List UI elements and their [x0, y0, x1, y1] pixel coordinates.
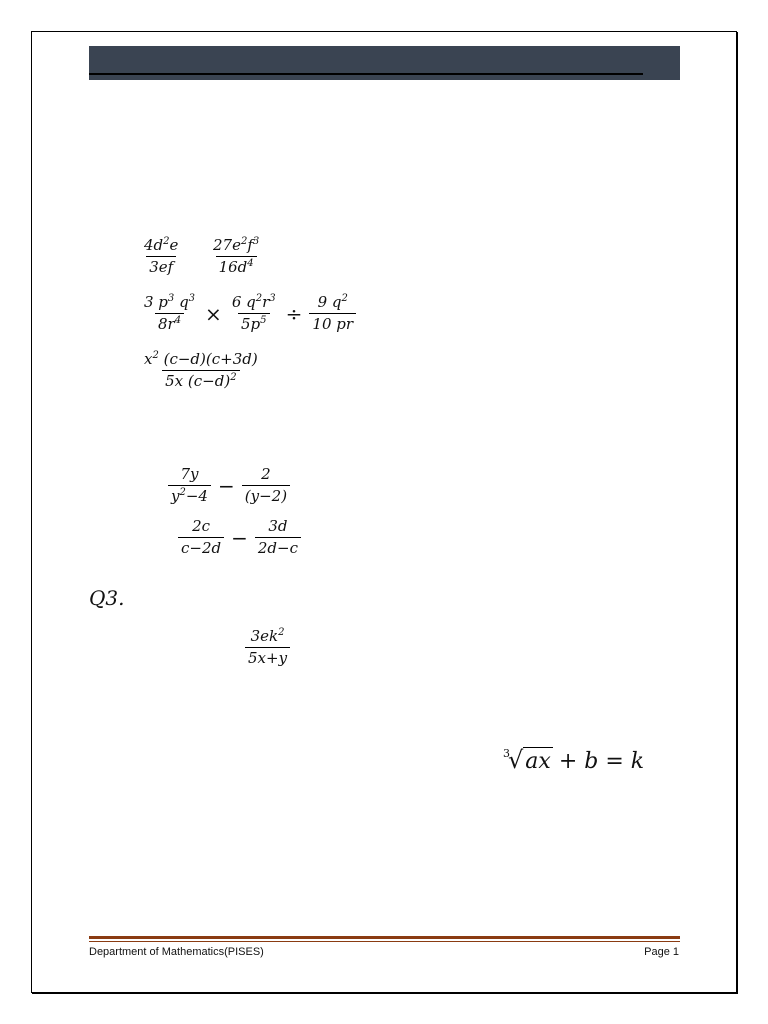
minus-operator: − [231, 525, 248, 550]
fraction: $\frac{2c}{c-2d}$ [178, 519, 224, 556]
cube-root-equation [503, 746, 644, 774]
expression-2 [207, 238, 265, 275]
expression-3 [138, 295, 359, 332]
fraction: $\frac{9 q^2}{10 pr}$ [309, 295, 356, 332]
footer-department: Department of Mathematics(PISES) [89, 946, 264, 958]
footer-rule-thin [89, 941, 680, 942]
fraction: $\frac{2}{(y-2)}$ [242, 467, 290, 504]
footer-page-number: Page 1 [644, 946, 679, 958]
expression-7 [242, 629, 293, 666]
root-index: 3 [503, 747, 510, 760]
question-label: Q3. [89, 586, 125, 610]
footer-rule-thick [89, 936, 680, 939]
expression-5 [165, 467, 293, 504]
times-operator: × [205, 301, 222, 326]
fraction: $\frac{4d^2e}{3ef}$ [144, 236, 179, 276]
radical-sign: √ [508, 746, 524, 774]
expression-4 [138, 352, 264, 389]
page-border [31, 31, 737, 993]
fraction: $\frac{3d}{2d-c}$ [255, 519, 301, 556]
fraction: $\frac{x^2 (c-d)(c+3d)}{5x (c-d)^2}$ [144, 350, 258, 390]
minus-operator: − [217, 473, 235, 498]
radicand: ax [525, 749, 551, 774]
header-underline [89, 73, 643, 75]
expression-6 [175, 519, 304, 556]
fraction: $\frac{6 q^2r^3}{5p^5}$ [231, 293, 276, 333]
fraction: $\frac{3 p^3 q^3}{8r^4}$ [144, 293, 196, 333]
fraction: $\frac{7y}{y^2-4}$ [168, 467, 211, 504]
equation-rest: + b = k [558, 749, 645, 774]
fraction: $\frac{3ek^2}{5x+y}$ [245, 629, 290, 666]
divide-operator: ÷ [285, 301, 303, 326]
expression-1 [138, 238, 184, 275]
fraction: $\frac{27e^2f^3}{16d^4}$ [213, 236, 260, 276]
